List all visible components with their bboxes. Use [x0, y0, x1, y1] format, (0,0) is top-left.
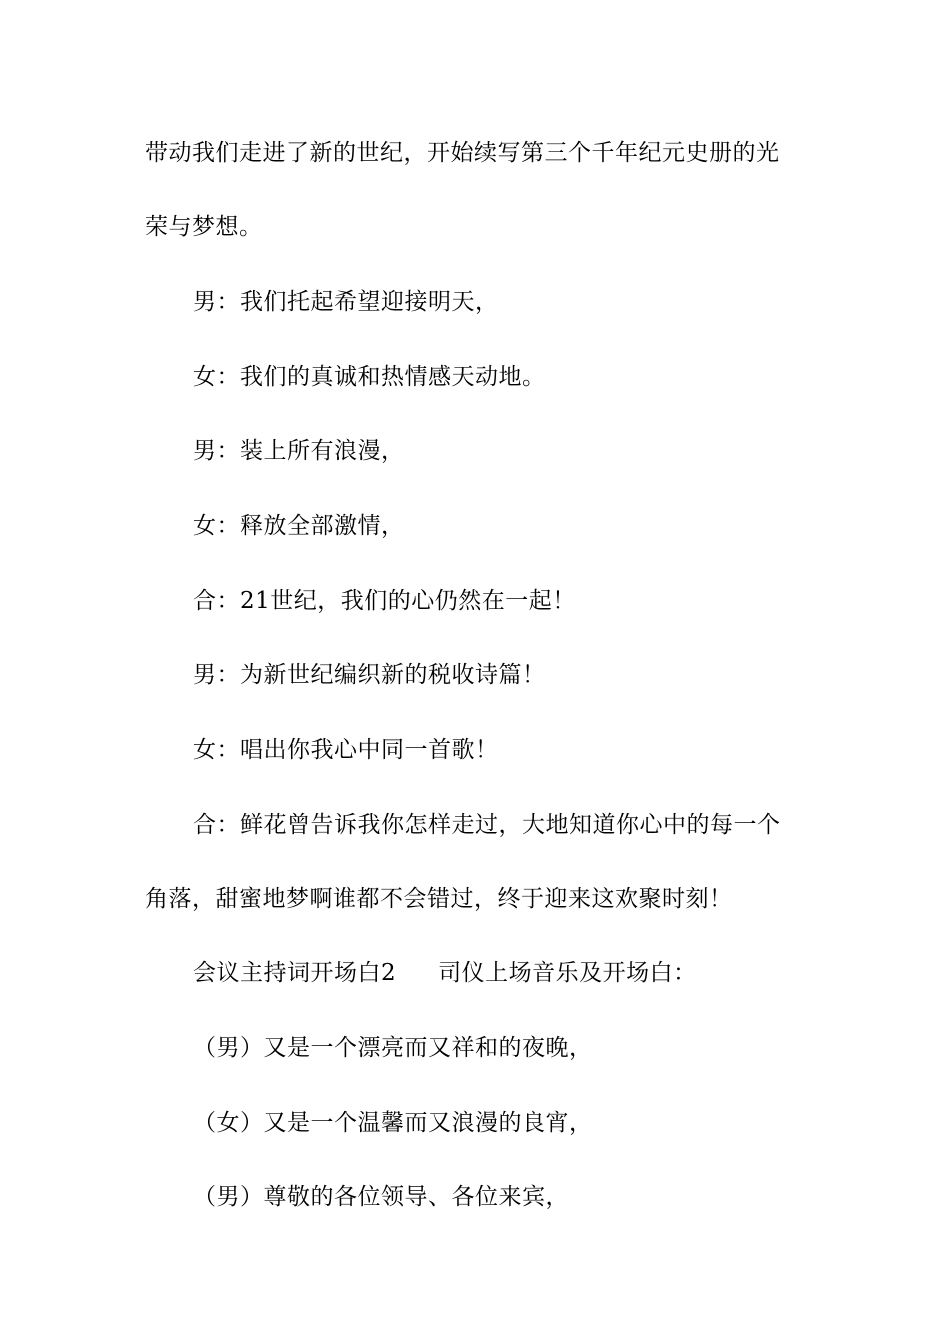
dialogue-line: 女：释放全部激情， [193, 513, 405, 539]
section-heading [0, 958, 950, 988]
dialogue-line: 女：唱出你我心中同一首歌！ [193, 737, 499, 763]
dialogue-line: （男）尊敬的各位领导、各位来宾， [193, 1184, 569, 1210]
dialogue-line: 女：我们的真诚和热情感天动地。 [193, 364, 546, 390]
dialogue-line: （女）又是一个温馨而又浪漫的良宵， [193, 1110, 593, 1136]
paragraph-line: 荣与梦想。 [145, 214, 263, 240]
dialogue-line: 男：我们托起希望迎接明天， [193, 289, 499, 315]
dialogue-line: 男：装上所有浪漫， [193, 438, 405, 464]
paragraph-line: 带动我们走进了新的世纪，开始续写第三个千年纪元史册的光 [145, 140, 780, 166]
paragraph-line: 角落，甜蜜地梦啊谁都不会错过，终于迎来这欢聚时刻！ [145, 886, 733, 912]
dialogue-line: 合：21世纪，我们的心仍然在一起！ [193, 588, 576, 614]
dialogue-line: 合：鲜花曾告诉我你怎样走过，大地知道你心中的每一个 [193, 812, 781, 838]
dialogue-line: 男：为新世纪编织新的税收诗篇！ [193, 662, 546, 688]
section-title: 会议主持词开场白2 [193, 960, 397, 986]
dialogue-line: （男）又是一个漂亮而又祥和的夜晚， [193, 1035, 593, 1061]
section-subtitle: 司仪上场音乐及开场白： [438, 960, 697, 986]
